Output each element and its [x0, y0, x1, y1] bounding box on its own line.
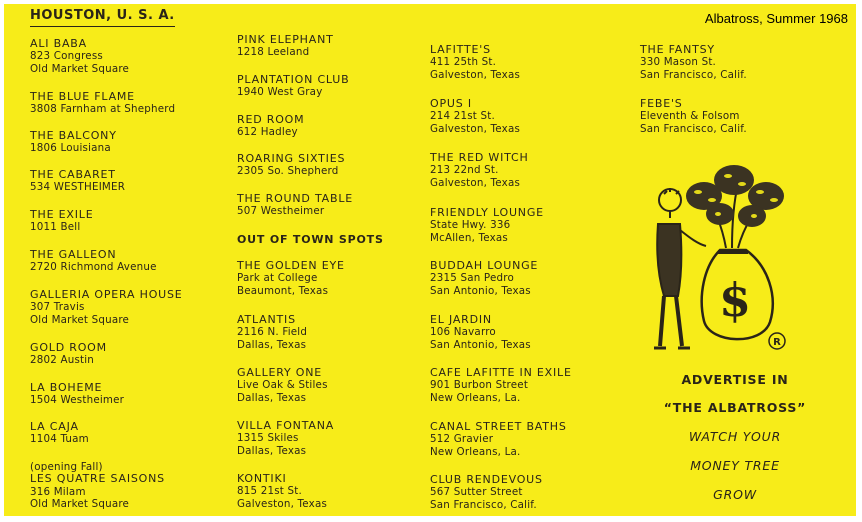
- listing-address: 2720 Richmond Avenue: [30, 261, 157, 274]
- listing-name: LAFITTE'S: [430, 43, 491, 56]
- listing-address: Park at College: [237, 272, 318, 285]
- listing-name: CLUB RENDEVOUS: [430, 473, 543, 486]
- listing-name: CAFE LAFITTE IN EXILE: [430, 366, 572, 379]
- listing-address: 534 WESTHEIMER: [30, 181, 126, 194]
- listing-blue-flame: [30, 91, 175, 116]
- listing-name: THE GOLDEN EYE: [237, 259, 345, 272]
- listing-galleon: [30, 249, 157, 274]
- ad-line-publication: “THE ALBATROSS”: [663, 400, 807, 415]
- listing-name: GALLERIA OPERA HOUSE: [30, 288, 183, 301]
- listing-name: BUDDAH LOUNGE: [430, 259, 539, 272]
- listing-address: McAllen, Texas: [430, 231, 508, 244]
- listing-address: 2802 Austin: [30, 354, 95, 367]
- listing-address: 823 Congress: [30, 50, 103, 63]
- listing-address: San Antonio, Texas: [430, 284, 531, 297]
- listing-name: PINK ELEPHANT: [237, 33, 334, 46]
- listing-friendly-lounge: [430, 207, 544, 244]
- listing-address: 1504 Westheimer: [30, 394, 125, 407]
- listing-address: Dallas, Texas: [237, 444, 307, 457]
- listing-address: 901 Burbon Street: [430, 379, 529, 392]
- listing-lafittes: [430, 44, 520, 81]
- page-title: HOUSTON, U. S. A.: [30, 8, 175, 27]
- listing-villa-fontana: [237, 420, 334, 457]
- listing-cabaret: [30, 169, 125, 194]
- listing-name: ROARING SIXTIES: [237, 152, 346, 165]
- listing-address: 2116 N. Field: [237, 326, 308, 339]
- listing-atlantis: [237, 314, 307, 351]
- listing-canal-street-baths: [430, 421, 567, 458]
- listing-exile: [30, 209, 93, 234]
- section-heading-out-of-town: OUT OF TOWN SPOTS: [237, 233, 384, 246]
- listing-address: Dallas, Texas: [237, 391, 307, 404]
- listing-name: CANAL STREET BATHS: [430, 420, 567, 433]
- listing-name: THE EXILE: [30, 208, 94, 221]
- listing-address: San Antonio, Texas: [430, 338, 531, 351]
- listing-round-table: [237, 193, 353, 218]
- listing-address: 1806 Louisiana: [30, 142, 111, 155]
- listing-name: PLANTATION CLUB: [237, 73, 350, 86]
- listing-name: LES QUATRE SAISONS: [30, 472, 165, 486]
- listing-pink-elephant: [237, 34, 334, 59]
- listing-fantsy: [640, 44, 747, 81]
- listing-les-quatre-saisons: [30, 461, 165, 511]
- listing-address: Beaumont, Texas: [237, 284, 329, 297]
- listing-address: 411 25th St.: [430, 56, 497, 69]
- listing-address: San Francisco, Calif.: [640, 68, 747, 81]
- ad-line-money-tree: MONEY TREE: [690, 458, 780, 473]
- listing-la-boheme: [30, 382, 124, 407]
- listing-address: Galveston, Texas: [237, 497, 328, 510]
- listing-name: THE RED WITCH: [430, 151, 529, 164]
- listing-name: GOLD ROOM: [30, 341, 107, 354]
- listing-address: New Orleans, La.: [430, 391, 521, 404]
- listing-name: VILLA FONTANA: [237, 419, 335, 432]
- listing-gallery-one: [237, 367, 328, 404]
- man-jacket: [657, 224, 681, 296]
- listing-name: RED ROOM: [237, 113, 305, 126]
- listing-address: State Hwy. 336: [430, 219, 511, 232]
- listing-address: 330 Mason St.: [640, 56, 717, 69]
- listing-address: Old Market Square: [30, 62, 130, 75]
- listing-address: 2315 San Pedro: [430, 272, 514, 285]
- listing-name: THE ROUND TABLE: [237, 192, 354, 205]
- listing-febes: [640, 98, 747, 135]
- listing-name: LA CAJA: [30, 420, 79, 433]
- listing-address: 1940 West Gray: [237, 86, 323, 99]
- directory-card: [4, 4, 856, 516]
- listing-address: New Orleans, La.: [430, 445, 521, 458]
- listing-address: 1011 Bell: [30, 221, 81, 234]
- listing-address: 1218 Leeland: [237, 46, 310, 59]
- listing-red-room: [237, 114, 304, 139]
- listing-address: 815 21st St.: [237, 485, 302, 498]
- listing-address: 3808 Farnham at Shepherd: [30, 103, 176, 116]
- listing-la-caja: [30, 421, 89, 446]
- listing-name: THE GALLEON: [30, 248, 117, 261]
- money-tree-illustration: [634, 156, 794, 356]
- listing-address: 214 21st St.: [430, 110, 495, 123]
- listing-address: San Francisco, Calif.: [430, 498, 537, 511]
- listing-address: Old Market Square: [30, 313, 130, 326]
- listing-address: 1315 Skiles: [237, 432, 299, 445]
- listing-address: Live Oak & Stiles: [237, 379, 328, 392]
- listing-address: 512 Gravier: [430, 433, 494, 446]
- listing-name: EL JARDIN: [430, 313, 492, 326]
- listing-address: Galveston, Texas: [430, 176, 521, 189]
- listing-address: 567 Sutter Street: [430, 486, 523, 499]
- listing-cafe-lafitte-in-exile: [430, 367, 572, 404]
- listing-ali-baba: [30, 38, 129, 75]
- listing-name: KONTIKI: [237, 472, 287, 485]
- listing-balcony: [30, 130, 117, 155]
- listing-address: Galveston, Texas: [430, 122, 521, 135]
- listing-el-jardin: [430, 314, 531, 351]
- listing-buddah-lounge: [430, 260, 538, 297]
- listing-opus-i: [430, 98, 520, 135]
- listing-address: 307 Travis: [30, 301, 85, 314]
- listing-name: FRIENDLY LOUNGE: [430, 206, 544, 219]
- listing-name: OPUS I: [430, 97, 472, 110]
- listing-address: 106 Navarro: [430, 326, 496, 339]
- ad-line-grow: GROW: [713, 487, 757, 502]
- listing-galleria-opera-house: [30, 289, 183, 326]
- listing-address: Dallas, Texas: [237, 338, 307, 351]
- listing-golden-eye: [237, 260, 345, 297]
- dollar-sign: $: [718, 273, 752, 327]
- listing-roaring-sixties: [237, 153, 345, 178]
- listing-address: 316 Milam: [30, 485, 86, 498]
- listing-red-witch: [430, 152, 529, 189]
- listing-name: FEBE'S: [640, 97, 683, 110]
- listing-address: 2305 So. Shepherd: [237, 165, 339, 178]
- listing-name: THE BLUE FLAME: [30, 90, 135, 103]
- listing-name: ALI BABA: [30, 37, 87, 50]
- listing-name: GALLERY ONE: [237, 366, 323, 379]
- leaf-cluster: [714, 165, 754, 195]
- listing-name: THE FANTSY: [640, 43, 715, 56]
- listing-name: THE CABARET: [30, 168, 116, 181]
- listing-address: Eleventh & Folsom: [640, 110, 740, 123]
- listing-name: LA BOHEME: [30, 381, 103, 394]
- listing-address: Old Market Square: [30, 498, 130, 511]
- watermark-caption: Albatross, Summer 1968: [704, 11, 848, 26]
- listing-plantation-club: [237, 74, 350, 99]
- listing-address: San Francisco, Calif.: [640, 122, 747, 135]
- ad-line-watch: WATCH YOUR: [688, 429, 782, 444]
- listing-address: 612 Hadley: [237, 126, 298, 139]
- listing-note: (opening Fall): [30, 461, 103, 473]
- listing-address: Galveston, Texas: [430, 68, 521, 81]
- listing-address: 1104 Tuam: [30, 433, 89, 446]
- listing-name: THE BALCONY: [30, 129, 117, 142]
- listing-name: ATLANTIS: [237, 313, 296, 326]
- listing-gold-room: [30, 342, 107, 367]
- listing-address: 507 Westheimer: [237, 205, 325, 218]
- listing-address: 213 22nd St.: [430, 164, 499, 177]
- listing-club-rendevous: [430, 474, 543, 511]
- registered-mark-letter: R: [773, 337, 781, 348]
- listing-kontiki: [237, 473, 327, 510]
- ad-line-advertise: ADVERTISE IN: [681, 372, 789, 387]
